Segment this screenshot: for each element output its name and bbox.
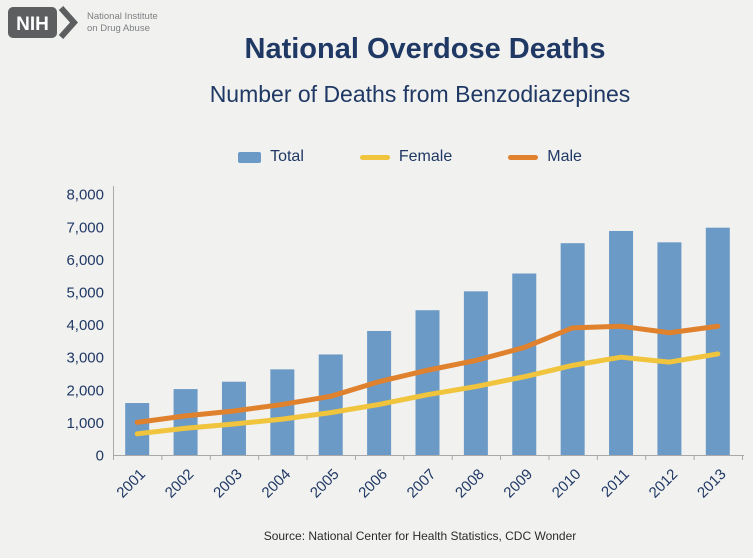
- bar-2013: [706, 228, 730, 455]
- legend-item-male: [508, 148, 582, 166]
- legend-item-female: [360, 148, 452, 166]
- x-axis-label-2012: 2012: [645, 465, 682, 502]
- bar-2003: [222, 382, 246, 455]
- y-axis-label: 4,000: [66, 317, 104, 335]
- x-axis-label-2002: 2002: [161, 465, 198, 502]
- bar-2002: [174, 389, 198, 455]
- legend-label-female: Female: [398, 148, 453, 165]
- bar-2008: [464, 291, 488, 455]
- x-axis-label-2013: 2013: [694, 465, 730, 502]
- bar-2006: [367, 331, 391, 455]
- logo-org-line2: on Drug Abuse: [87, 22, 150, 34]
- bar-2004: [270, 369, 294, 455]
- x-axis-label-2007: 2007: [403, 465, 440, 502]
- y-axis-label: 8,000: [66, 186, 104, 204]
- y-axis-label: 7,000: [66, 219, 104, 237]
- nih-acronym: NIH: [16, 14, 49, 35]
- bar-2005: [319, 354, 343, 455]
- x-axis-label-2011: 2011: [598, 465, 633, 501]
- x-axis-label-2004: 2004: [258, 465, 295, 502]
- bar-2012: [657, 242, 681, 455]
- bar-2009: [512, 274, 536, 455]
- page-title: National Overdose Deaths: [244, 33, 606, 65]
- legend-label-total: Total: [270, 148, 304, 165]
- legend-label-male: Male: [547, 148, 582, 165]
- source-note: Source: National Center for Health Statistics, CDC Wonder: [263, 529, 577, 543]
- logo-org-name: [87, 6, 158, 34]
- y-axis-label: 3,000: [66, 349, 104, 367]
- y-axis-label: 0: [95, 447, 104, 465]
- chart-legend: [0, 148, 753, 166]
- nih-logo-icon: [8, 6, 78, 40]
- logo-org-line1: National Institute: [87, 11, 158, 22]
- x-axis-label-2008: 2008: [452, 465, 488, 502]
- x-axis-label-2010: 2010: [548, 465, 585, 502]
- legend-item-total: [238, 148, 304, 166]
- page-subtitle: Number of Deaths from Benzodiazepines: [209, 81, 631, 107]
- x-axis-label-2001: 2001: [113, 465, 150, 502]
- y-axis-label: 6,000: [66, 251, 104, 269]
- x-axis-label-2003: 2003: [210, 465, 246, 502]
- y-axis-label: 1,000: [66, 414, 104, 432]
- x-axis-label-2009: 2009: [500, 465, 537, 502]
- bar-2010: [561, 243, 585, 455]
- female-legend-marker: [360, 155, 390, 160]
- x-axis-label-2006: 2006: [355, 465, 391, 502]
- total-legend-marker: [238, 152, 261, 163]
- benzodiazepine-deaths-chart: [0, 183, 753, 518]
- bar-2011: [609, 231, 633, 455]
- male-legend-marker: [508, 155, 538, 160]
- bar-2007: [416, 310, 440, 455]
- bar-2001: [125, 403, 149, 455]
- y-axis-label: 5,000: [66, 284, 104, 302]
- x-axis-label-2005: 2005: [306, 465, 343, 502]
- y-axis-label: 2,000: [66, 382, 104, 400]
